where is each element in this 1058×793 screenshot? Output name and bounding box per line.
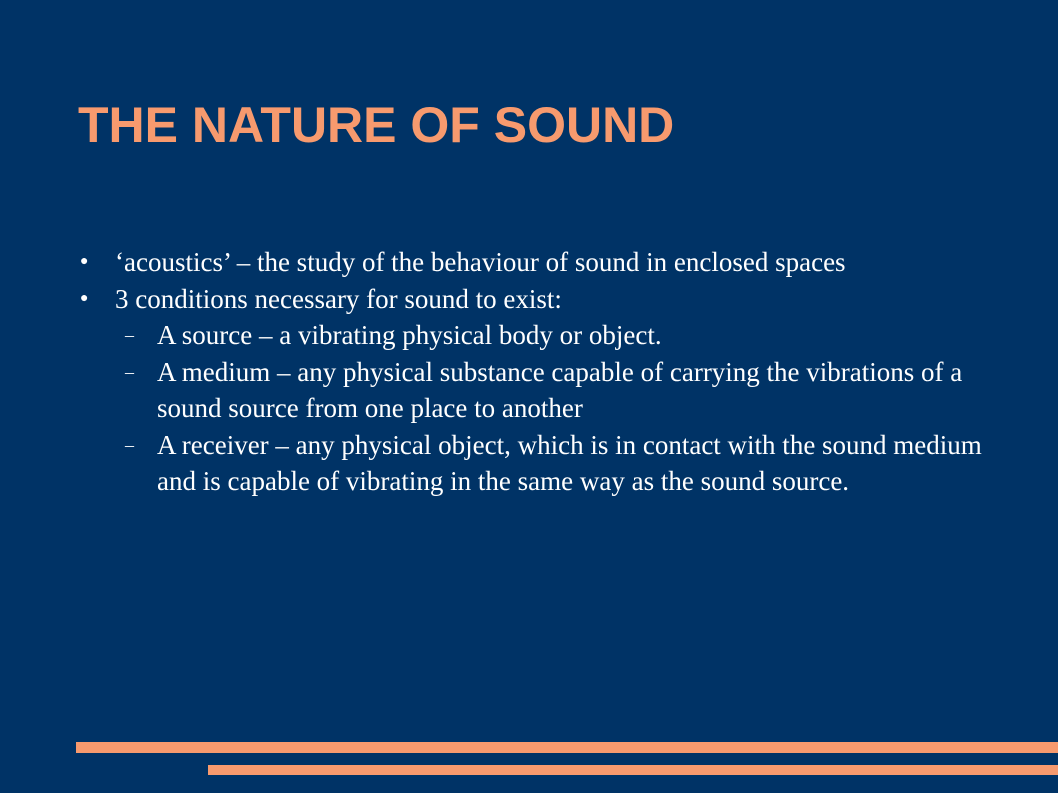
bullet-dot-icon: ● xyxy=(80,290,89,306)
decorative-bar-top xyxy=(76,742,1058,753)
dash-bullet-icon: – xyxy=(125,325,134,345)
decorative-bar-bottom xyxy=(208,765,1058,775)
slide-content xyxy=(78,244,1018,500)
bullet-text: 3 conditions necessary for sound to exist: xyxy=(115,283,562,314)
sub-bullet-item xyxy=(78,354,997,427)
dash-bullet-icon: – xyxy=(125,361,134,382)
bullet-text: ‘acoustics’ – the study of the behaviour of sound in enclosed spaces xyxy=(115,247,846,277)
sub-bullet-text: A source – a vibrating physical body or object. xyxy=(157,320,662,350)
bullet-item xyxy=(78,244,1018,281)
bullet-dot-icon: ● xyxy=(80,254,89,269)
slide-title: THE NATURE OF SOUND xyxy=(78,97,675,153)
sub-bullet-item xyxy=(78,317,997,354)
bullet-item xyxy=(78,281,1018,318)
sub-bullet-item xyxy=(78,427,997,500)
sub-bullet-text: A receiver – any physical object, which is in contact with the sound medium and is capable of vibrating in the same way as the sound source. xyxy=(157,429,982,496)
sub-bullet-text: A medium – any physical substance capable of carrying the vibrations of a sound source from one place to another xyxy=(157,356,963,423)
dash-bullet-icon: – xyxy=(125,434,134,455)
